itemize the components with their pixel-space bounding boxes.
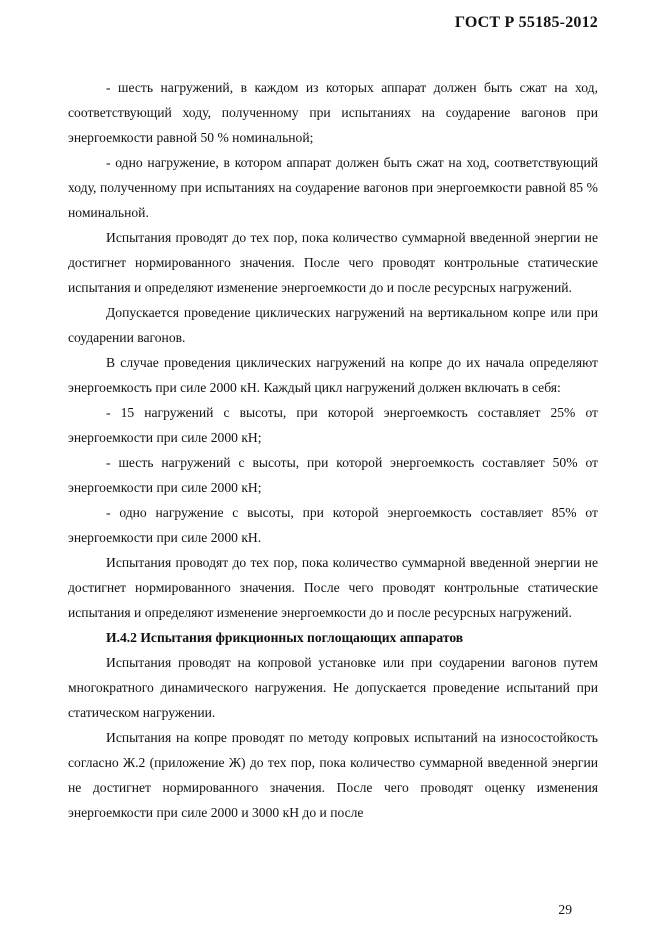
paragraph: Испытания проводят на копровой установке или при соударении вагонов путем многократного динамического нагружения. Не допускается проведение испытаний при статическом нагружении. [68,655,598,720]
paragraph: В случае проведения циклических нагружений на копре до их начала определяют энергоемкость при силе 2000 кН. Каждый цикл нагружений должен включать в себя: [68,355,598,395]
document-code-header: ГОСТ Р 55185-2012 [454,14,598,31]
document-body [68,75,598,825]
paragraph: - шесть нагружений, в каждом из которых аппарат должен быть сжат на ход, соответствующий ходу, полученному при испытаниях на соударение вагонов при энергоемкости равной 50 % номинальной; [68,80,598,145]
paragraph: - 15 нагружений с высоты, при которой энергоемкость составляет 25% от энергоемкости при силе 2000 кН; [68,405,598,445]
paragraph: - одно нагружение, в котором аппарат должен быть сжат на ход, соответствующий ходу, полученному при испытаниях на соударение вагонов при энергоемкости равной 85 % номинальной. [68,155,598,220]
page-number: 29 [558,902,572,917]
paragraph: Допускается проведение циклических нагружений на вертикальном копре или при соударении вагонов. [68,305,598,345]
paragraph: Испытания проводят до тех пор, пока количество суммарной введенной энергии не достигнет нормированного значения. После чего проводят контрольные статические испытания и определяют изменение энергоемкости до и после ресурсных нагружений. [68,555,598,620]
paragraph: - одно нагружение с высоты, при которой энергоемкость составляет 85% от энергоемкости при силе 2000 кН. [68,505,598,545]
paragraph: - шесть нагружений с высоты, при которой энергоемкость составляет 50% от энергоемкости при силе 2000 кН; [68,455,598,495]
section-heading: И.4.2 Испытания фрикционных поглощающих аппаратов [106,630,464,645]
paragraph: Испытания на копре проводят по методу копровых испытаний на износостойкость согласно Ж.2 (приложение Ж) до тех пор, пока количество суммарной введенной энергии не достигнет нормированного значения. После чего проводят оценку изменения энергоемкости при силе 2000 и 3000 кН до и после [68,730,598,820]
paragraph: Испытания проводят до тех пор, пока количество суммарной введенной энергии не достигнет нормированного значения. После чего проводят контрольные статические испытания и определяют изменение энергоемкости до и после ресурсных нагружений. [68,230,598,295]
